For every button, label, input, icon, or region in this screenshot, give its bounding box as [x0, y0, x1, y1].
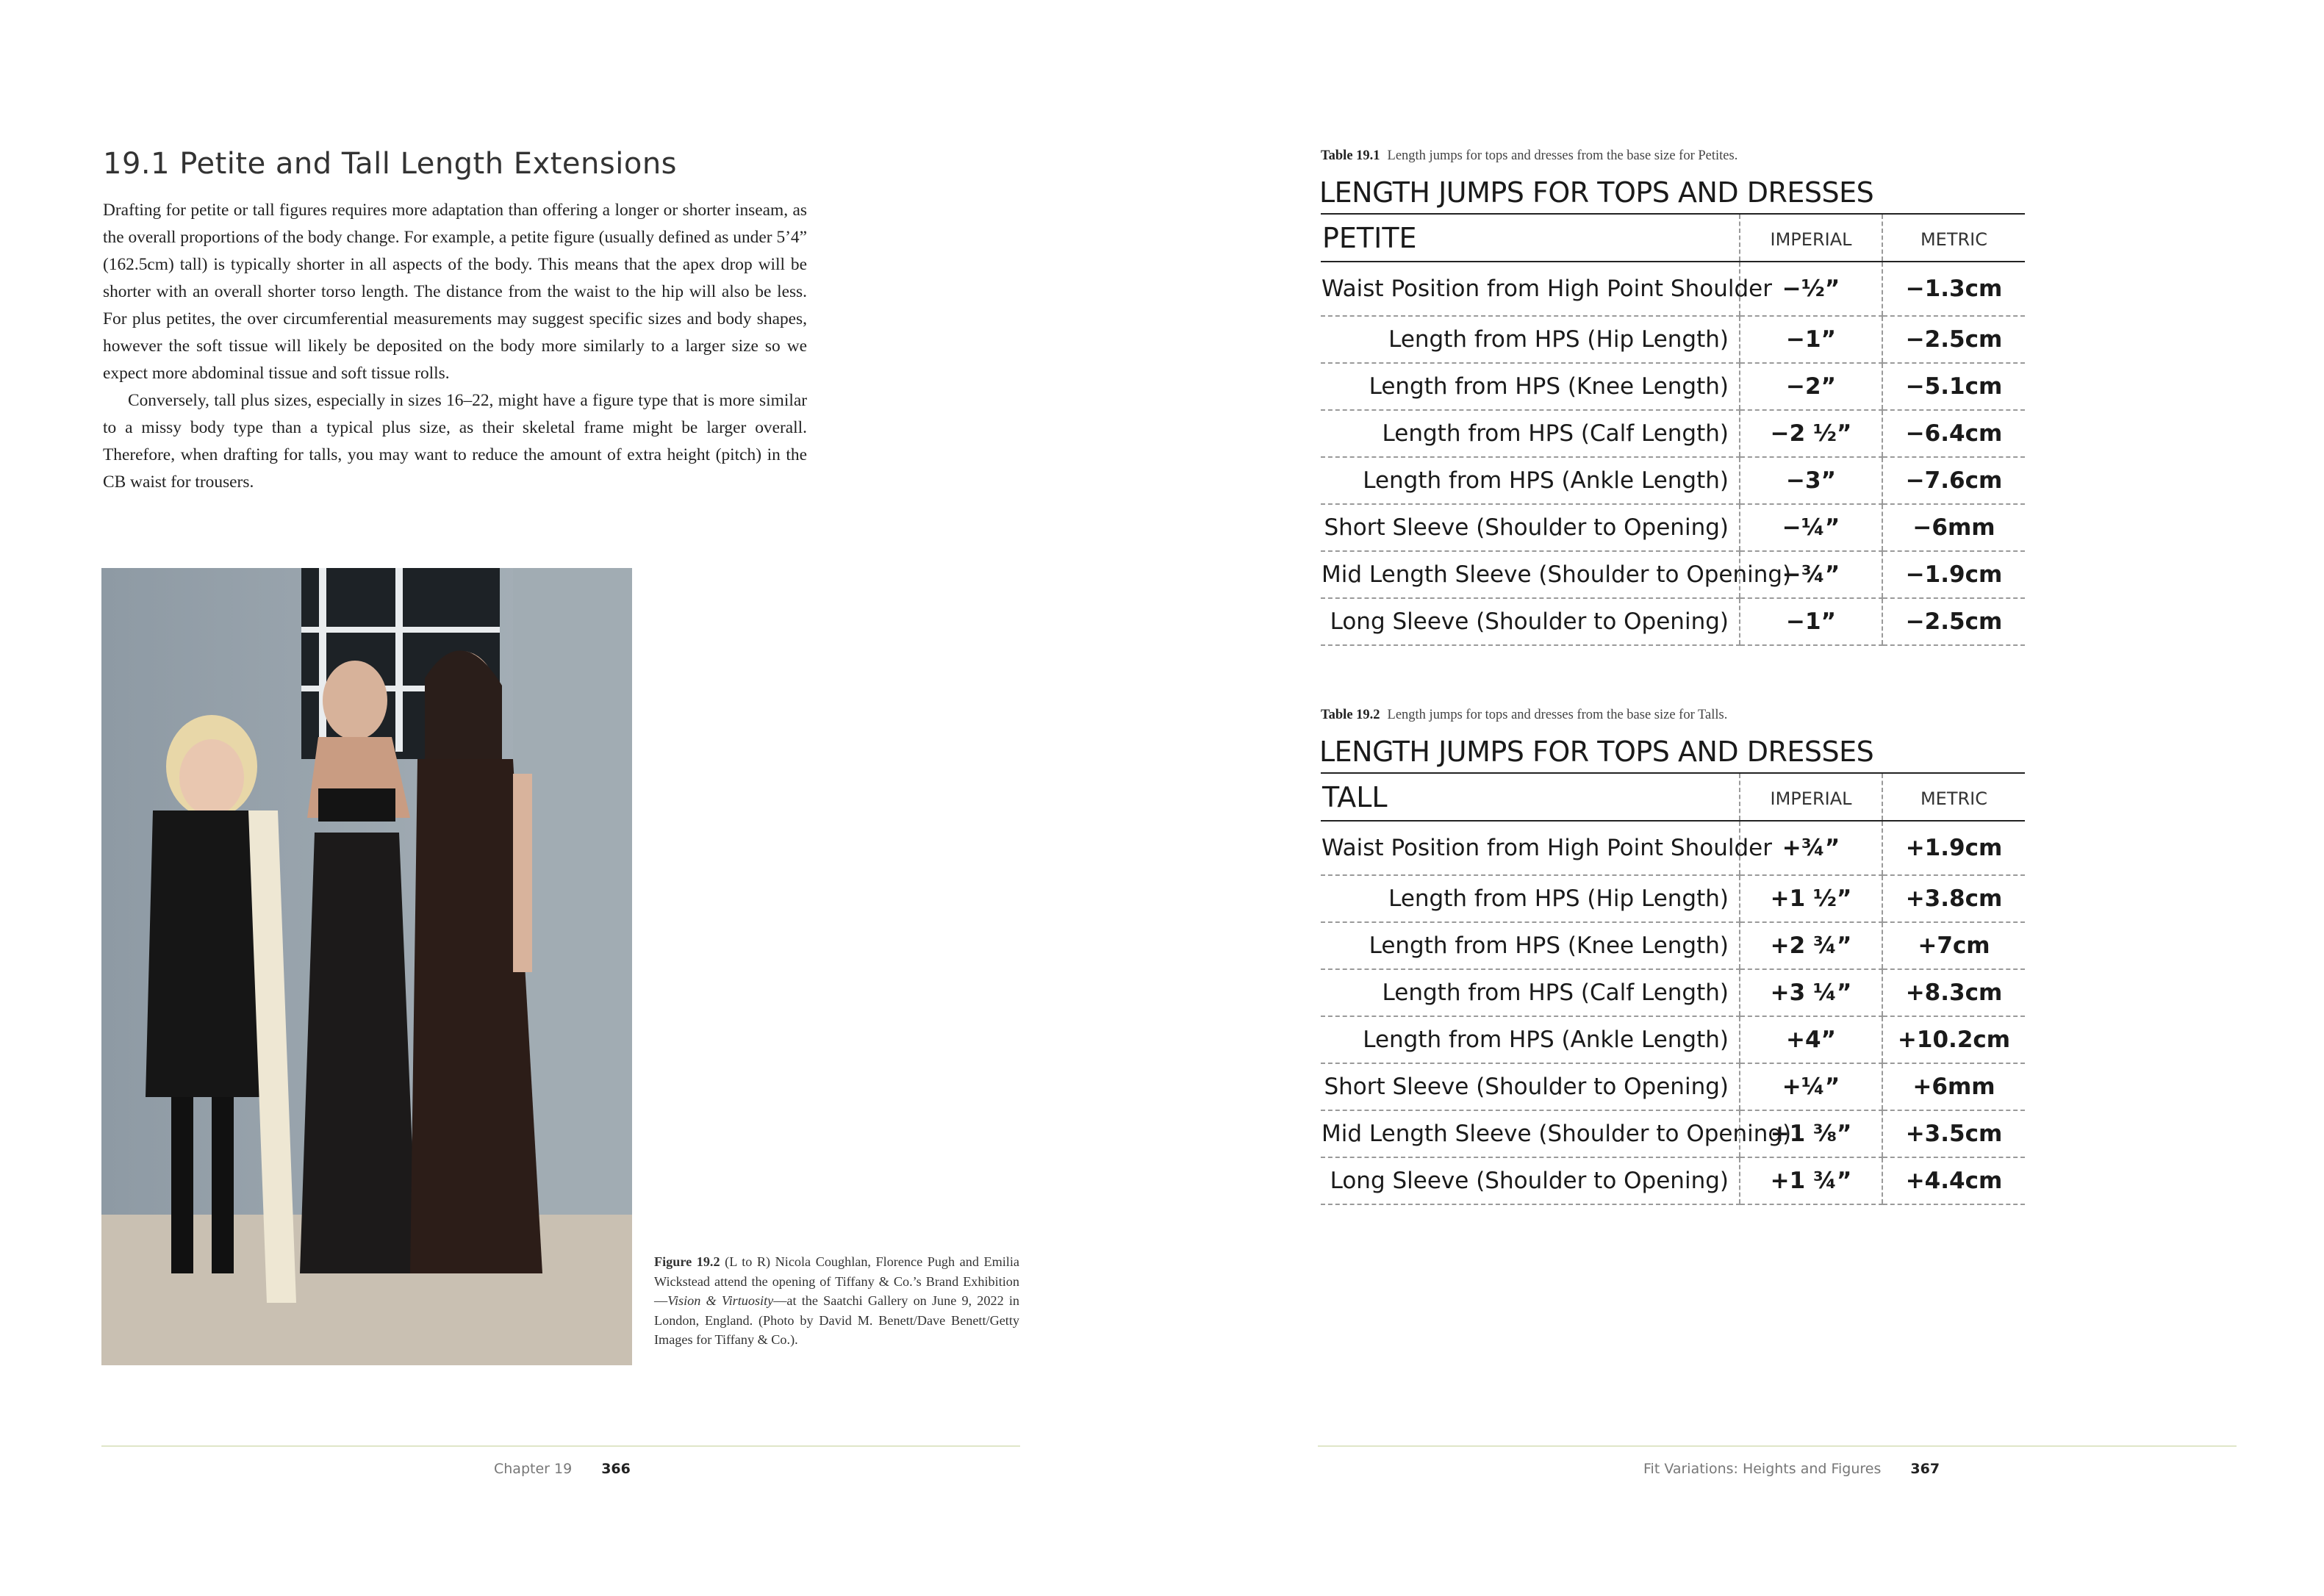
paragraph: Conversely, tall plus sizes, especially in sizes 16–22, might have a figure type that is more similar to a missy body type than a typical plus size, as their skeletal frame might be larger overall. Therefore, when drafting for talls, you may want to reduce the amount of extra height (pitch) in the CB waist for trousers. — [103, 391, 807, 492]
imperial-value: −¼” — [1740, 504, 1882, 551]
table-caption-label: Table 19.1 — [1321, 148, 1380, 163]
table-title: LENGTH JUMPS FOR TOPS AND DRESSES — [1319, 176, 1874, 209]
table-row — [1321, 410, 2025, 457]
metric-value: −5.1cm — [1882, 363, 2025, 410]
table-row — [1321, 821, 2025, 875]
event-photo — [101, 568, 632, 1365]
figure-caption — [654, 1252, 1019, 1350]
footer-left — [494, 1461, 631, 1477]
metric-value: −6.4cm — [1882, 410, 2025, 457]
table-caption — [1321, 708, 1727, 723]
table-row — [1321, 598, 2025, 645]
footer-chapter-title: Fit Variations: Heights and Figures — [1643, 1461, 1882, 1477]
figure-caption-italic: Vision & Virtuosity — [667, 1293, 774, 1308]
metric-value: +1.9cm — [1882, 821, 2025, 875]
row-label: Length from HPS (Knee Length) — [1321, 363, 1740, 410]
imperial-value: +¾” — [1740, 821, 1882, 875]
metric-value: −2.5cm — [1882, 598, 2025, 645]
metric-value: +7cm — [1882, 922, 2025, 969]
table-row — [1321, 457, 2025, 504]
table-caption — [1321, 148, 1737, 164]
column-header-imperial: IMPERIAL — [1740, 773, 1882, 821]
table-group-label: PETITE — [1321, 214, 1740, 262]
row-label: Mid Length Sleeve (Shoulder to Opening) — [1321, 551, 1740, 598]
figure-label: Figure 19.2 — [654, 1254, 720, 1269]
metric-value: +8.3cm — [1882, 969, 2025, 1016]
metric-value: +10.2cm — [1882, 1016, 2025, 1063]
metric-value: +3.8cm — [1882, 875, 2025, 922]
footer-divider — [101, 1445, 1020, 1447]
table-row — [1321, 1016, 2025, 1063]
imperial-value: +3 ¼” — [1740, 969, 1882, 1016]
body-text — [103, 197, 807, 496]
figure-caption-text: —at the Saatchi Gallery on June 9, 2022 in London, England. (Photo by David M. Benett/Dave Benett/Getty Images for Tiffany & Co.). — [654, 1293, 1019, 1347]
table-row — [1321, 875, 2025, 922]
row-label: Short Sleeve (Shoulder to Opening) — [1321, 1063, 1740, 1110]
table-header-row — [1321, 773, 2025, 821]
metric-value: +3.5cm — [1882, 1110, 2025, 1157]
imperial-value: +1 ¾” — [1740, 1157, 1882, 1204]
row-label: Length from HPS (Hip Length) — [1321, 316, 1740, 363]
row-label: Length from HPS (Hip Length) — [1321, 875, 1740, 922]
page-number: 367 — [1910, 1461, 1940, 1477]
table-row — [1321, 1157, 2025, 1204]
row-label: Waist Position from High Point Shoulder — [1321, 262, 1740, 316]
row-label: Long Sleeve (Shoulder to Opening) — [1321, 598, 1740, 645]
table-row — [1321, 363, 2025, 410]
table-row — [1321, 262, 2025, 316]
table-row — [1321, 922, 2025, 969]
metric-value: −6mm — [1882, 504, 2025, 551]
imperial-value: −¾” — [1740, 551, 1882, 598]
imperial-value: −3” — [1740, 457, 1882, 504]
metric-value: −2.5cm — [1882, 316, 2025, 363]
paragraph: Drafting for petite or tall figures requires more adaptation than offering a longer or shorter inseam, as the overall proportions of the body change. For example, a petite figure (usually defined as under 5’4” (162.5cm) tall) is typically shorter in all aspects of the body. This means that the apex drop will be shorter with an overall shorter torso length. The distance from the waist to the hip will also be less. For plus petites, the over circumferential measurements may suggest specific sizes and body shapes, however the soft tissue will likely be deposited on the body more similarly to a larger size so we expect more abdominal tissue and soft tissue rolls. — [103, 201, 807, 383]
table-caption-text: Length jumps for tops and dresses from the base size for Petites. — [1387, 148, 1738, 163]
footer-divider — [1318, 1445, 2237, 1447]
row-label: Mid Length Sleeve (Shoulder to Opening) — [1321, 1110, 1740, 1157]
imperial-value: +2 ¾” — [1740, 922, 1882, 969]
table-caption-label: Table 19.2 — [1321, 708, 1380, 722]
table-row — [1321, 1110, 2025, 1157]
metric-value: −1.3cm — [1882, 262, 2025, 316]
imperial-value: −2” — [1740, 363, 1882, 410]
table-row — [1321, 969, 2025, 1016]
row-label: Length from HPS (Calf Length) — [1321, 410, 1740, 457]
metric-value: −1.9cm — [1882, 551, 2025, 598]
table-row — [1321, 504, 2025, 551]
imperial-value: +4” — [1740, 1016, 1882, 1063]
column-header-imperial: IMPERIAL — [1740, 214, 1882, 262]
footer-chapter: Chapter 19 — [494, 1461, 573, 1477]
table-title: LENGTH JUMPS FOR TOPS AND DRESSES — [1319, 736, 1874, 768]
table-header-row — [1321, 214, 2025, 262]
row-label: Length from HPS (Ankle Length) — [1321, 457, 1740, 504]
metric-value: +4.4cm — [1882, 1157, 2025, 1204]
imperial-value: −½” — [1740, 262, 1882, 316]
imperial-value: +1 ½” — [1740, 875, 1882, 922]
row-label: Short Sleeve (Shoulder to Opening) — [1321, 504, 1740, 551]
table-row — [1321, 1063, 2025, 1110]
row-label: Waist Position from High Point Shoulder — [1321, 821, 1740, 875]
row-label: Length from HPS (Knee Length) — [1321, 922, 1740, 969]
petite-length-table — [1321, 213, 2025, 646]
imperial-value: +1 ⅜” — [1740, 1110, 1882, 1157]
metric-value: +6mm — [1882, 1063, 2025, 1110]
imperial-value: −1” — [1740, 316, 1882, 363]
figure-caption-text: (L to R) Nicola Coughlan, Florence Pugh and Emilia Wickstead attend the opening of Tiffany & Co.’s Brand Exhibition— — [654, 1254, 1019, 1308]
table-caption-text: Length jumps for tops and dresses from the base size for Talls. — [1387, 708, 1728, 722]
table-group-label: TALL — [1321, 773, 1740, 821]
table-row — [1321, 316, 2025, 363]
footer-right — [1643, 1461, 1940, 1477]
imperial-value: +¼” — [1740, 1063, 1882, 1110]
column-header-metric: METRIC — [1882, 773, 2025, 821]
row-label: Length from HPS (Ankle Length) — [1321, 1016, 1740, 1063]
metric-value: −7.6cm — [1882, 457, 2025, 504]
imperial-value: −1” — [1740, 598, 1882, 645]
page-number: 366 — [601, 1461, 631, 1477]
column-header-metric: METRIC — [1882, 214, 2025, 262]
row-label: Long Sleeve (Shoulder to Opening) — [1321, 1157, 1740, 1204]
imperial-value: −2 ½” — [1740, 410, 1882, 457]
table-row — [1321, 551, 2025, 598]
row-label: Length from HPS (Calf Length) — [1321, 969, 1740, 1016]
tall-length-table — [1321, 772, 2025, 1205]
section-title: 19.1 Petite and Tall Length Extensions — [103, 147, 678, 181]
